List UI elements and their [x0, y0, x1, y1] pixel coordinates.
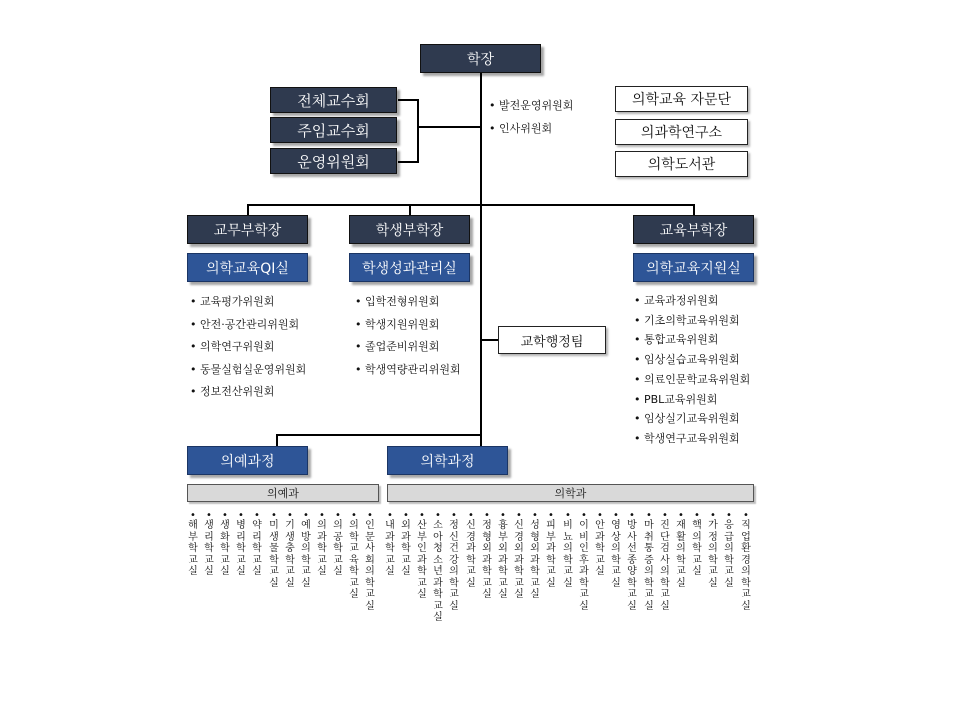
- dept-column: • 성형외과학교실: [530, 510, 540, 600]
- education-support-office-box: 의학교육지원실: [633, 253, 754, 282]
- dept-column: • 진단검사의학교실: [660, 510, 670, 612]
- dept-column: • 예방의학교실: [301, 510, 311, 589]
- committee-item: • 입학전형위원회: [355, 291, 461, 314]
- committee-item: • 기초의학교육위원회: [634, 311, 750, 331]
- dept-column: • 인문사회의학교실: [365, 510, 375, 612]
- committee-item: • 안전·공간관리위원회: [190, 314, 306, 337]
- committee-item: • 발전운영위원회: [489, 94, 573, 117]
- education-vice-dean-box: 교육부학장: [633, 215, 754, 244]
- dept-column: • 신경외과학교실: [514, 510, 524, 600]
- dept-column: • 마취통증의학교실: [644, 510, 654, 612]
- dept-column: • 의학교육학교실: [349, 510, 359, 600]
- dean-committee-list: [489, 94, 573, 140]
- dept-column: • 정신건강의학교실: [449, 510, 459, 612]
- dept-column: • 방사선종양학교실: [627, 510, 637, 612]
- committee-item: • 의료인문학교육위원회: [634, 370, 750, 390]
- committee-item: • 임상실습교육위원회: [634, 350, 750, 370]
- med-program-box: 의학과정: [387, 446, 508, 475]
- committee-item: • 학생연구교육위원회: [634, 429, 750, 449]
- committee-item: • 정보전산위원회: [190, 381, 306, 404]
- committee-item: • 의학연구위원회: [190, 336, 306, 359]
- dept-column: • 외과학교실: [401, 510, 411, 577]
- dept-column: • 정형외과학교실: [482, 510, 492, 600]
- faculty-council-box: 전체교수회: [270, 87, 397, 113]
- dean-box: 학장: [420, 44, 541, 73]
- committee-item: • 임상실기교육위원회: [634, 409, 750, 429]
- dept-column: • 피부과학교실: [546, 510, 556, 589]
- premed-dept-bar: 의예과: [187, 484, 379, 502]
- dept-column: • 핵의학교실: [692, 510, 702, 577]
- committee-item: • 교육과정위원회: [634, 291, 750, 311]
- dept-column: • 영상의학교실: [611, 510, 621, 589]
- dept-column: • 직업환경의학교실: [741, 510, 751, 612]
- admin-team-box: 교학행정팀: [498, 326, 606, 354]
- education-committee-list: [634, 291, 750, 449]
- committee-item: • 학생지원위원회: [355, 314, 461, 337]
- committee-item: • PBL교육위원회: [634, 390, 750, 410]
- dept-column: • 재활의학교실: [676, 510, 686, 589]
- committee-item: • 인사위원회: [489, 117, 573, 140]
- student-committee-list: [355, 291, 461, 381]
- dept-column: • 의과학교실: [317, 510, 327, 577]
- dept-column: • 이비인후과학교실: [579, 510, 589, 612]
- dept-column: • 안과학교실: [595, 510, 605, 577]
- advisory-board-box: 의학교육 자문단: [615, 86, 748, 112]
- dept-column: • 생화학교실: [220, 510, 230, 577]
- dept-column: • 약리학교실: [252, 510, 262, 577]
- steering-committee-box: 운영위원회: [270, 148, 397, 174]
- library-box: 의학도서관: [615, 151, 748, 177]
- dept-column: • 내과학교실: [385, 510, 395, 577]
- committee-item: • 학생역량관리위원회: [355, 359, 461, 382]
- dept-column: • 흉부외과학교실: [498, 510, 508, 600]
- dept-column: • 비뇨의학교실: [563, 510, 573, 589]
- research-institute-box: 의과학연구소: [615, 119, 748, 145]
- student-outcome-office-box: 학생성과관리실: [349, 253, 470, 282]
- dept-column: • 생리학교실: [204, 510, 214, 577]
- dept-column: • 병리학교실: [236, 510, 246, 577]
- committee-item: • 교육평가위원회: [190, 291, 306, 314]
- dept-column: • 산부인과학교실: [417, 510, 427, 600]
- academic-vice-dean-box: 교무부학장: [187, 215, 308, 244]
- dept-column: • 소아청소년과학교실: [433, 510, 443, 623]
- med-dept-bar: 의학과: [387, 484, 754, 502]
- committee-item: • 동물실험실운영위원회: [190, 359, 306, 382]
- dept-column: • 의공학교실: [333, 510, 343, 577]
- student-vice-dean-box: 학생부학장: [349, 215, 470, 244]
- premed-program-box: 의예과정: [187, 446, 308, 475]
- dept-column: • 미생물학교실: [269, 510, 279, 589]
- committee-item: • 통합교육위원회: [634, 330, 750, 350]
- qi-office-box: 의학교육QI실: [187, 253, 308, 282]
- academic-committee-list: [190, 291, 306, 404]
- dept-column: • 해부학교실: [188, 510, 198, 577]
- dept-column: • 응급의학교실: [724, 510, 734, 589]
- dept-column: • 신경과학교실: [466, 510, 476, 589]
- dept-column: • 기생충학교실: [285, 510, 295, 589]
- committee-item: • 졸업준비위원회: [355, 336, 461, 359]
- chair-council-box: 주임교수회: [270, 117, 397, 143]
- dept-column: • 가정의학교실: [708, 510, 718, 589]
